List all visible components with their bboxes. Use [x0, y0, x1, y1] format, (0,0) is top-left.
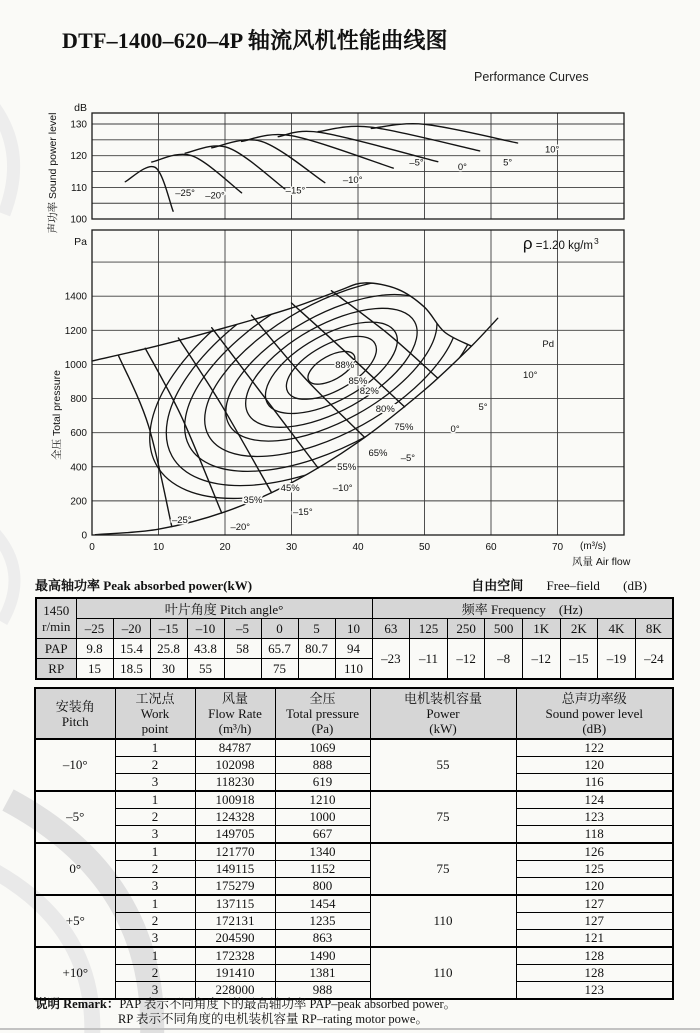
pitch-angle-header: 10 — [335, 619, 372, 639]
curve-label: –10° — [342, 174, 363, 186]
sound-level-cell: 125 — [516, 861, 673, 878]
frequency-header: 125 — [410, 619, 448, 639]
frequency-correction-value: –19 — [598, 639, 636, 680]
efficiency-label: 45% — [280, 482, 300, 494]
flow-rate-cell: 228000 — [195, 982, 275, 1000]
work-point-cell: 3 — [115, 878, 195, 896]
frequency-header: 1K — [522, 619, 560, 639]
y-tick-label: 600 — [70, 428, 87, 440]
rp-value — [298, 659, 335, 680]
work-point-cell: 3 — [115, 982, 195, 1000]
work-point-cell: 3 — [115, 826, 195, 844]
pressure-cell: 1000 — [275, 809, 370, 826]
pitch-label: 10° — [523, 369, 538, 381]
pap-value: 43.8 — [187, 639, 224, 659]
y-tick-label: 120 — [70, 151, 87, 163]
work-point-cell: 2 — [115, 809, 195, 826]
efficiency-label: 82% — [359, 386, 379, 398]
work-point-cell: 2 — [115, 757, 195, 774]
pitch-angle-header: –25 — [76, 619, 113, 639]
y-tick-label: 100 — [70, 214, 87, 226]
work-point-cell: 3 — [115, 930, 195, 948]
pitch-angle-header: –20 — [113, 619, 150, 639]
pressure-cell: 1490 — [275, 947, 370, 965]
work-point-cell: 2 — [115, 861, 195, 878]
x-tick-label: 40 — [352, 542, 364, 553]
table-row — [35, 757, 673, 774]
frequency-header: 4K — [598, 619, 636, 639]
curve-label: 5° — [503, 157, 513, 169]
x-axis-unit: (m³/s) — [580, 541, 607, 552]
subtitle: Performance Curves — [474, 70, 589, 84]
pitch-angle-header: 0 — [261, 619, 298, 639]
pressure-cell: 888 — [275, 757, 370, 774]
sound-level-cell: 124 — [516, 791, 673, 809]
curve-label: –5° — [409, 157, 424, 169]
pitch-label: 0° — [450, 424, 460, 436]
pressure-cell: 619 — [275, 774, 370, 792]
table-row — [35, 930, 673, 948]
table-row — [35, 809, 673, 826]
curve-label: –20° — [205, 190, 225, 202]
col-header-work-point: 工况点 Work point — [115, 688, 195, 739]
x-tick-label: 10 — [152, 542, 165, 553]
power-cell: 110 — [370, 895, 516, 947]
y-axis-title: 全压 Total pressure — [51, 370, 63, 460]
flow-rate-cell: 84787 — [195, 739, 275, 757]
curve-label: –15° — [285, 185, 306, 197]
pitch-angle-group-header: 叶片角度 Pitch angle° — [76, 598, 372, 619]
y-axis-unit: Pa — [74, 236, 87, 248]
pap-value: 94 — [335, 639, 372, 659]
pap-row-label: PAP — [36, 639, 76, 659]
col-header-pitch: 安装角 Pitch — [35, 688, 115, 739]
table-row — [35, 774, 673, 792]
efficiency-contours — [108, 183, 555, 552]
rp-value: 110 — [335, 659, 372, 680]
x-tick-label: 0 — [89, 542, 95, 553]
pitch-label: –10° — [332, 482, 353, 494]
pap-value: 15.4 — [113, 639, 150, 659]
flow-rate-cell: 118230 — [195, 774, 275, 792]
pitch-cell: –5° — [35, 791, 115, 843]
table-row — [35, 843, 673, 861]
pressure-cell: 1210 — [275, 791, 370, 809]
sound-curve-–15° — [185, 146, 285, 189]
table-row — [35, 913, 673, 930]
frequency-correction-value: –12 — [522, 639, 560, 680]
frequency-header: 2K — [560, 619, 598, 639]
frequency-correction-value: –15 — [560, 639, 598, 680]
pitch-cell: –10° — [35, 739, 115, 791]
table-row — [35, 947, 673, 965]
sound-level-cell: 126 — [516, 843, 673, 861]
pap-value: 25.8 — [150, 639, 187, 659]
watermark-arc — [0, 528, 15, 622]
pitch-frequency-table — [35, 597, 674, 680]
pitch-angle-header: –15 — [150, 619, 187, 639]
y-tick-label: 200 — [70, 496, 87, 508]
frequency-correction-value: –12 — [447, 639, 485, 680]
y-axis-unit: dB — [74, 102, 87, 114]
rp-row-label: RP — [36, 659, 76, 680]
work-point-cell: 2 — [115, 965, 195, 982]
pressure-cell: 863 — [275, 930, 370, 948]
y-tick-label: 1400 — [64, 291, 87, 303]
col-header-flow-rate: 风量 Flow Rate (m³/h) — [195, 688, 275, 739]
pap-value: 9.8 — [76, 639, 113, 659]
efficiency-contour-35% — [108, 183, 555, 552]
col-header-power: 电机装机容量 Power (kW) — [370, 688, 516, 739]
power-cell: 110 — [370, 947, 516, 999]
free-field-value: Free–field — [546, 578, 600, 593]
flow-rate-cell: 102098 — [195, 757, 275, 774]
pitch-label: –25° — [171, 514, 192, 526]
y-tick-label: 130 — [70, 119, 87, 131]
efficiency-label: 88% — [335, 359, 355, 371]
flow-rate-cell: 124328 — [195, 809, 275, 826]
efficiency-label: 75% — [394, 422, 414, 434]
efficiency-label: 65% — [368, 447, 388, 459]
free-field-label: 自由空间 — [471, 578, 524, 593]
y-tick-label: 400 — [70, 462, 87, 474]
curve-label: 10° — [544, 144, 560, 156]
rp-value: 15 — [76, 659, 113, 680]
remark-note — [35, 997, 456, 1027]
rp-value: 55 — [187, 659, 224, 680]
y-tick-label: 800 — [70, 394, 87, 406]
sound-level-cell: 120 — [516, 757, 673, 774]
page-bottom-edge — [0, 1028, 700, 1030]
frequency-correction-value: –11 — [410, 639, 448, 680]
sound-level-cell: 122 — [516, 739, 673, 757]
sound-power-chart — [46, 102, 624, 233]
pitch-cell: +5° — [35, 895, 115, 947]
sound-level-cell: 123 — [516, 982, 673, 1000]
performance-charts — [40, 95, 680, 573]
rp-value: 18.5 — [113, 659, 150, 680]
x-tick-label: 20 — [219, 542, 231, 553]
y-tick-label: 110 — [71, 182, 87, 194]
table-row — [36, 619, 673, 639]
pressure-cell: 1152 — [275, 861, 370, 878]
sound-level-cell: 121 — [516, 930, 673, 948]
efficiency-contour-55% — [152, 222, 510, 514]
rp-value: 30 — [150, 659, 187, 680]
curve-label: 0° — [457, 161, 467, 173]
pitch-cell: +10° — [35, 947, 115, 999]
work-point-cell: 1 — [115, 739, 195, 757]
performance-data-table — [34, 687, 674, 1000]
pressure-cell: 667 — [275, 826, 370, 844]
work-point-cell: 1 — [115, 895, 195, 913]
frequency-correction-value: –23 — [372, 639, 410, 680]
pap-value: 65.7 — [261, 639, 298, 659]
y-tick-label: 1000 — [64, 359, 87, 371]
pressure-cell: 1340 — [275, 843, 370, 861]
flow-rate-cell: 175279 — [195, 878, 275, 896]
power-cell: 75 — [370, 843, 516, 895]
table-row — [36, 639, 673, 659]
pressure-cell: 1454 — [275, 895, 370, 913]
pd-label: Pd — [542, 339, 555, 351]
rpm-unit: r/min — [42, 618, 71, 634]
pitch-angle-header: –5 — [224, 619, 261, 639]
curve-label: –25° — [175, 188, 195, 200]
frequency-correction-value: –8 — [485, 639, 523, 680]
remark-line-2: RP 表示不同角度的电机装机容量 RP–rating motor powe。 — [118, 1012, 428, 1026]
col-header-total-pressure: 全压 Total pressure (Pa) — [275, 688, 370, 739]
power-cell: 55 — [370, 739, 516, 791]
pressure-cell: 1381 — [275, 965, 370, 982]
y-tick-label: 1200 — [64, 325, 87, 337]
sound-level-cell: 118 — [516, 826, 673, 844]
frequency-correction-value: –24 — [635, 639, 673, 680]
flow-rate-cell: 149705 — [195, 826, 275, 844]
rpm-cell — [36, 598, 76, 639]
flow-rate-cell: 100918 — [195, 791, 275, 809]
pressure-cell: 1235 — [275, 913, 370, 930]
x-tick-label: 30 — [285, 542, 298, 553]
free-field-unit: (dB) — [623, 578, 647, 593]
sound-level-cell: 123 — [516, 809, 673, 826]
table-row — [36, 598, 673, 619]
pressure-cell: 800 — [275, 878, 370, 896]
pressure-cell: 1069 — [275, 739, 370, 757]
pitch-label: –5° — [400, 453, 416, 465]
sound-level-cell: 127 — [516, 913, 673, 930]
frequency-header: 250 — [447, 619, 485, 639]
frequency-header: 63 — [372, 619, 410, 639]
table-row — [35, 878, 673, 896]
pressure-cell: 988 — [275, 982, 370, 1000]
pap-value: 58 — [224, 639, 261, 659]
pitch-angle-header: 5 — [298, 619, 335, 639]
work-point-cell: 1 — [115, 791, 195, 809]
power-cell: 75 — [370, 791, 516, 843]
rpm-value: 1450 — [43, 602, 70, 618]
efficiency-label: 35% — [243, 495, 263, 507]
pitch-angle-header: –10 — [187, 619, 224, 639]
page-title: DTF–1400–620–4P 轴流风机性能曲线图 — [62, 28, 448, 53]
flow-rate-cell: 191410 — [195, 965, 275, 982]
efficiency-label: 85% — [348, 375, 368, 387]
efficiency-label: 80% — [375, 403, 395, 415]
free-field-note — [471, 575, 647, 594]
flow-rate-cell: 149115 — [195, 861, 275, 878]
x-tick-label: 50 — [418, 542, 431, 553]
frequency-header: 8K — [635, 619, 673, 639]
pap-value: 80.7 — [298, 639, 335, 659]
flow-rate-cell: 172131 — [195, 913, 275, 930]
rp-value: 75 — [261, 659, 298, 680]
watermark-arc — [0, 104, 14, 214]
work-point-cell: 2 — [115, 913, 195, 930]
pressure-flow-chart — [50, 183, 631, 568]
x-axis-title: 风量 Air flow — [572, 556, 631, 568]
sound-level-cell: 120 — [516, 878, 673, 896]
table-row — [35, 739, 673, 757]
pitch-cell: 0° — [35, 843, 115, 895]
table-row — [35, 861, 673, 878]
pitch-label: –20° — [230, 521, 251, 533]
y-tick-label: 0 — [81, 530, 87, 542]
table-header-row — [35, 688, 673, 739]
pitch-label: –15° — [292, 506, 313, 518]
work-point-cell: 3 — [115, 774, 195, 792]
rp-value — [224, 659, 261, 680]
pitch-label: 5° — [478, 402, 488, 414]
work-point-cell: 1 — [115, 947, 195, 965]
flow-rate-cell: 121770 — [195, 843, 275, 861]
sound-level-cell: 127 — [516, 895, 673, 913]
efficiency-contour-65% — [177, 243, 488, 493]
density-annotation: ρ =1.20 $kg/m^3$ — [522, 233, 599, 253]
x-tick-label: 60 — [485, 542, 497, 553]
y-axis-title: 声功率 Sound power level — [47, 112, 59, 234]
sound-curve-–25° — [125, 167, 173, 212]
efficiency-label: 55% — [337, 461, 357, 473]
table-caption-row — [35, 575, 647, 594]
efficiency-contour-45% — [129, 202, 534, 534]
remark-text-1: PAP 表示不同角度下的最高轴功率 PAP–peak absorbed power。 — [119, 997, 457, 1011]
flow-rate-cell: 204590 — [195, 930, 275, 948]
flow-rate-cell: 137115 — [195, 895, 275, 913]
sound-level-cell: 128 — [516, 965, 673, 982]
sound-level-cell: 116 — [516, 774, 673, 792]
sound-level-cell: 128 — [516, 947, 673, 965]
table-row — [35, 791, 673, 809]
table-row — [35, 826, 673, 844]
flow-rate-cell: 172328 — [195, 947, 275, 965]
remark-line-1 — [35, 997, 456, 1012]
remark-label: 说明 Remark： — [35, 997, 120, 1011]
x-tick-label: 70 — [551, 542, 564, 553]
peak-power-note: 最高轴功率 Peak absorbed power(kW) — [35, 578, 253, 593]
work-point-cell: 1 — [115, 843, 195, 861]
frequency-group-header: 频率 Frequency (Hz) — [372, 598, 673, 619]
table-row — [35, 965, 673, 982]
frequency-header: 500 — [485, 619, 523, 639]
table-row — [35, 895, 673, 913]
col-header-sound-power: 总声功率级 Sound power level (dB) — [516, 688, 673, 739]
